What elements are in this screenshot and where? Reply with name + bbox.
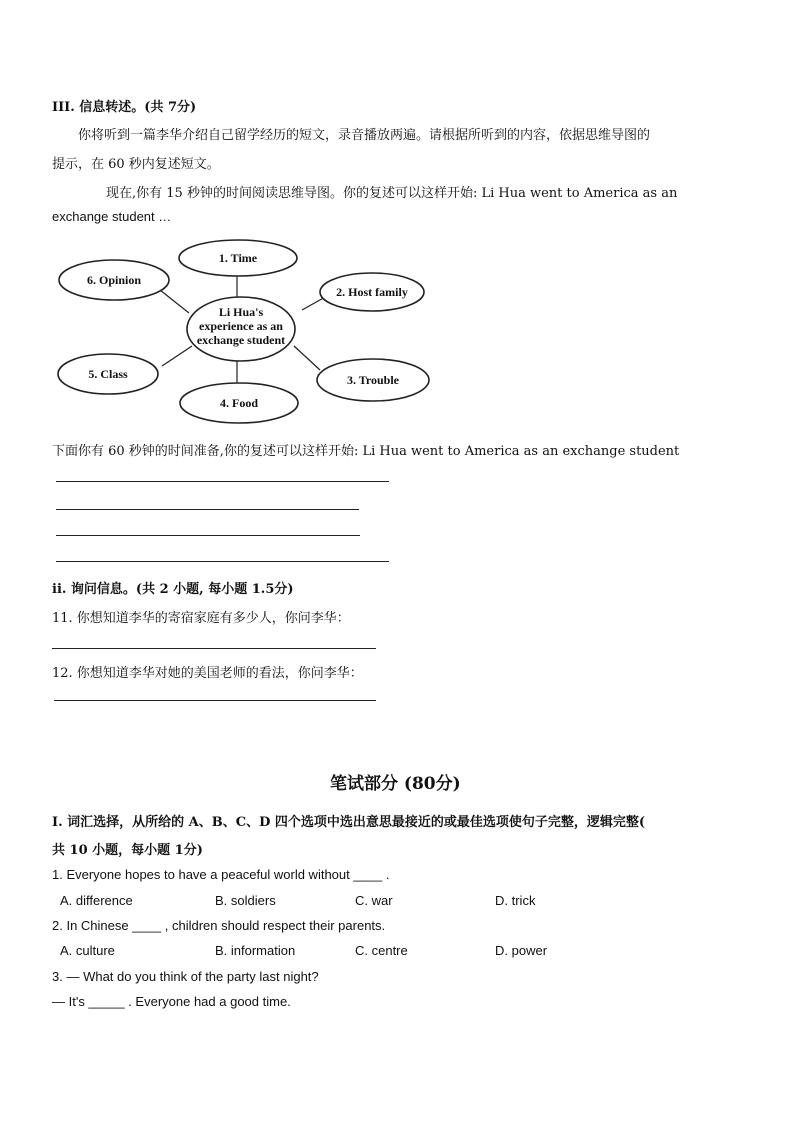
mind-map-center-label: experience as an bbox=[199, 319, 283, 333]
intro-text: 提示，在 60 秒内复述短文。 bbox=[52, 157, 220, 172]
answer-line[interactable] bbox=[54, 700, 376, 701]
option-b[interactable]: B. information bbox=[215, 943, 296, 958]
answer-line[interactable] bbox=[52, 648, 376, 649]
option-a[interactable]: A. difference bbox=[60, 893, 133, 908]
mind-map-connector bbox=[162, 346, 192, 366]
option-a[interactable]: A. culture bbox=[60, 943, 115, 958]
question-11: 11. 你想知道李华的寄宿家庭有多少人，你问李华： bbox=[52, 611, 350, 626]
option-d[interactable]: D. trick bbox=[495, 893, 536, 908]
question-stem: 2. In Chinese ____ , children should respect their parents. bbox=[52, 918, 386, 933]
mind-map-label: 3. Trouble bbox=[346, 373, 400, 387]
mind-map-connector bbox=[294, 346, 320, 370]
section-heading: ii. 询问信息。(共 2 小题, 每小题 1.5分) bbox=[52, 582, 294, 597]
mind-map bbox=[52, 238, 452, 428]
answer-line[interactable] bbox=[56, 535, 360, 536]
option-c[interactable]: C. centre bbox=[355, 943, 408, 958]
mind-map-connector bbox=[160, 290, 189, 313]
mind-map-label: 2. Host family bbox=[336, 285, 408, 299]
instruction: I. 词汇选择，从所给的 A、B、C、D 四个选项中选出意思最接近的或最佳选项使句子完整，逻辑完整( bbox=[52, 815, 646, 830]
reading-instruction: exchange student … bbox=[52, 209, 172, 224]
mind-map-label: 5. Class bbox=[88, 367, 128, 381]
section-heading: III. 信息转述。(共 7分) bbox=[52, 100, 197, 115]
answer-line[interactable] bbox=[56, 561, 389, 562]
page-title: 笔试部分 (80分) bbox=[330, 774, 461, 794]
instruction: 共 10 小题，每小题 1分) bbox=[52, 843, 203, 858]
mind-map-label: 6. Opinion bbox=[86, 273, 142, 287]
mind-map-center-label: Li Hua's bbox=[218, 305, 264, 319]
reading-instruction: 现在,你有 15 秒钟的时间阅读思维导图。你的复述可以这样开始: Li Hua went to America as an bbox=[106, 186, 678, 201]
mind-map-label: 1. Time bbox=[218, 251, 258, 265]
question-stem: 3. — What do you think of the party last night? bbox=[52, 969, 319, 984]
question-12: 12. 你想知道李华对她的美国老师的看法，你问李华： bbox=[52, 666, 363, 681]
mind-map-center-label: exchange student bbox=[196, 333, 286, 347]
intro-text: 你将听到一篇李华介绍自己留学经历的短文，录音播放两遍。请根据所听到的内容，依据思维导图的 bbox=[78, 128, 651, 143]
option-b[interactable]: B. soldiers bbox=[215, 893, 276, 908]
answer-line[interactable] bbox=[56, 509, 359, 510]
mind-map-label: 4. Food bbox=[219, 396, 259, 410]
option-c[interactable]: C. war bbox=[355, 893, 393, 908]
preparation-instruction: 下面你有 60 秒钟的时间准备,你的复述可以这样开始: Li Hua went to America as an exchange student bbox=[52, 444, 680, 459]
answer-line[interactable] bbox=[56, 481, 389, 482]
option-d[interactable]: D. power bbox=[495, 943, 548, 958]
question-stem: — It's _____ . Everyone had a good time. bbox=[52, 994, 291, 1009]
question-stem: 1. Everyone hopes to have a peaceful world without ____ . bbox=[52, 867, 390, 882]
